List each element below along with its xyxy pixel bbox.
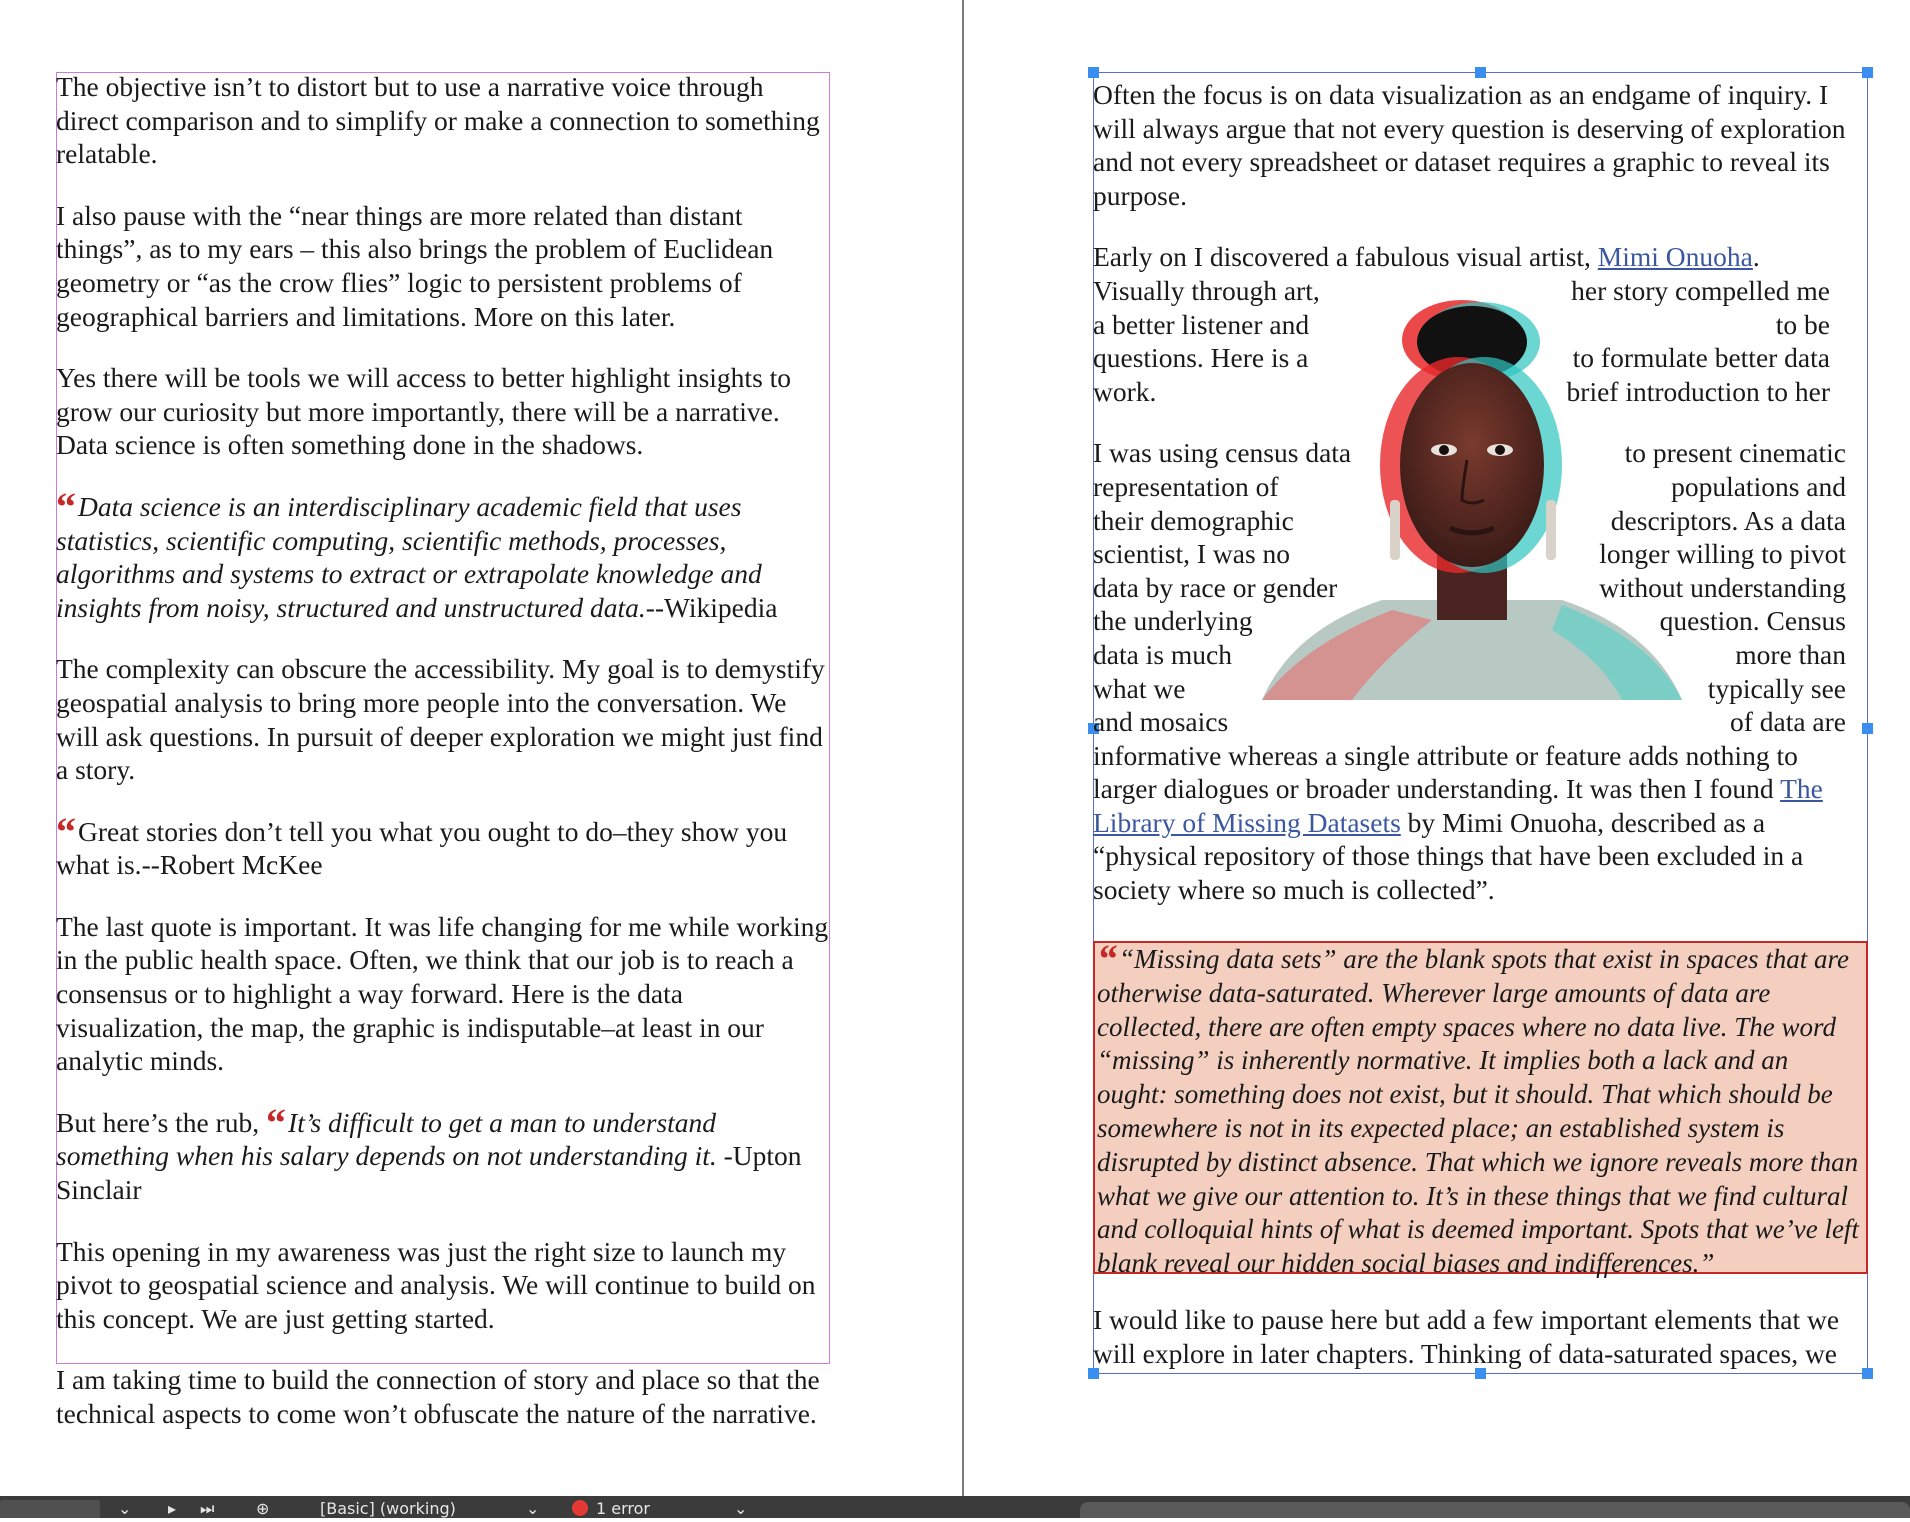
chevron-down-icon[interactable]: ⌄ (118, 1499, 132, 1518)
quote-source: --Wikipedia (645, 591, 778, 623)
paragraph: The last quote is important. It was life changing for me while working in the public health space. Often, we think that our job is to reach a consensus or to highlight a way forward. Here is the data visualization, the map, the graphic is indisputable–at least in our analytic minds. (56, 910, 829, 1077)
wrap-line: their demographic (1093, 504, 1294, 536)
wrap-line: representation of (1093, 470, 1279, 502)
quote-text: Great stories don’t tell you what you ought to do–they show you what is. (56, 815, 788, 881)
last-page-icon[interactable]: ⏭ (200, 1499, 215, 1518)
wrap-line: of data are (1729, 706, 1846, 738)
wrap-line: typically see (1707, 672, 1846, 704)
wrap-line: a better listener and (1093, 308, 1310, 340)
link-mimi-onuoha[interactable]: Mimi Onuoha (1597, 241, 1753, 273)
wrap-line: and mosaics (1093, 706, 1229, 738)
paragraph: I also pause with the “near things are more related than distant things”, as to my ears – this also brings the problem of Euclidean geometry or “as the crow flies” logic to persistent problems of geographical barriers and limitations. More on this later. (56, 199, 774, 332)
wrap-line: more than (1735, 638, 1846, 670)
horizontal-scrollbar[interactable] (1080, 1502, 1910, 1518)
paragraph-lead: But here’s the rub, (56, 1106, 267, 1138)
page-spine (962, 0, 964, 1496)
error-count: 1 error (596, 1499, 650, 1518)
paragraph: The complexity can obscure the accessibility. My goal is to demystify geospatial analysis to bring more people into the conversation. We will ask questions. In pursuit of deeper exploration we might just find a story. (56, 653, 825, 786)
wrap-line: question. Census (1659, 605, 1846, 637)
portrait-image[interactable] (1262, 300, 1682, 700)
wrap-line: Visually through art, (1093, 274, 1320, 306)
paragraph-lead: Early on I discovered a fabulous visual artist, (1093, 241, 1598, 273)
paragraph: This opening in my awareness was just the right size to launch my pivot to geospatial science and analysis. We will continue to build on this concept. We are just getting started. (56, 1235, 816, 1334)
error-dot-icon (572, 1500, 588, 1516)
wrap-line: work. (1093, 375, 1157, 407)
wrap-line: descriptors. As a data (1610, 504, 1846, 536)
wrap-line: longer willing to pivot (1599, 538, 1846, 570)
resize-handle-top-middle[interactable] (1475, 67, 1486, 78)
preflight-profile[interactable]: [Basic] (working) (320, 1499, 456, 1518)
wrap-line: data is much (1093, 638, 1232, 670)
quote-mark-icon: “ (56, 483, 76, 529)
wrap-line: the underlying (1093, 605, 1253, 637)
paragraph: The objective isn’t to distort but to use a narrative voice through direct comparison and to simplify or make a connection to something relatable. (56, 71, 820, 170)
pull-quote-box[interactable] (1093, 936, 1868, 1279)
quote-mark-icon: “ (1097, 936, 1117, 981)
error-indicator[interactable] (572, 1496, 650, 1518)
wrap-line: I was using census data (1093, 437, 1352, 469)
quote-mark-icon: “ (266, 1099, 287, 1145)
quote-wikipedia (56, 483, 832, 624)
quote-text: Data science is an interdisciplinary academic field that uses statistics, scientific computing, scientific methods, processes, algorithms and systems to extract or extrapolate knowledge and insights from noisy, structured and unstructured data. (56, 490, 762, 623)
wrap-line: scientist, I was no (1093, 538, 1291, 570)
chevron-down-icon[interactable]: ⌄ (734, 1499, 748, 1518)
wrap-line: without understanding (1599, 571, 1846, 603)
paragraph-end: by Mimi Onuoha, described as a “physical repository of those things that have been excluded in a society where so much is collected”. (1093, 806, 1804, 906)
paragraph-sinclair (56, 1099, 832, 1207)
left-page-text[interactable] (56, 70, 832, 1459)
wrap-line: questions. Here is a (1093, 342, 1309, 374)
quote-mckee (56, 808, 832, 882)
paragraph: Often the focus is on data visualization as an endgame of inquiry. I will always argue that not every question is deserving of exploration and not every spreadsheet or dataset requires a graphic to reveal its purpose. (1093, 79, 1846, 211)
wrap-line: brief introduction to her (1566, 375, 1830, 407)
pull-quote-text: “Missing data sets” are the blank spots that exist in spaces that are otherwise data-saturated. Wherever large amounts of data are collected, there are often empty spaces where no data live. The word “missing” is inherently normative. It implies both a lack and an ought: something does not exist, but it should. That which should be somewhere is not in its expected place; an established system is disrupted by distinct absence. That which we ignore reveals more than what we give our attention to. It’s in these things that we find cultural and colloquial hints of what is deemed important. Spots that we’ve left blank reveal our hidden social biases and indifferences.” (1097, 944, 1859, 1279)
status-bar (0, 1496, 1910, 1518)
wrap-line: what we (1093, 672, 1186, 704)
zoom-field[interactable] (0, 1500, 100, 1518)
wrap-line: to formulate better data (1572, 342, 1830, 374)
quote-source: --Robert McKee (141, 849, 323, 881)
quote-mark-icon: “ (56, 808, 76, 854)
wrap-line: data by race or gender (1093, 571, 1338, 603)
chevron-down-icon[interactable]: ⌄ (526, 1499, 540, 1518)
paragraph: I would like to pause here but add a few important elements that we will explore in later chapters. Thinking of data-saturated spaces, we (1093, 1304, 1840, 1369)
paragraph-lead: informative whereas a single attribute or feature adds nothing to larger dialogues or broader understanding. It was then I found (1093, 739, 1798, 805)
quote-text: It’s difficult to get a man to understand something when his salary depends on not understanding it. (56, 1106, 717, 1172)
paragraph: I am taking time to build the connection of story and place so that the technical aspects to come won’t obfuscate the nature of the narrative. (56, 1364, 820, 1429)
wrap-line: populations and (1671, 470, 1846, 502)
resize-handle-top-left[interactable] (1088, 67, 1099, 78)
wrap-line: to present cinematic (1624, 437, 1846, 469)
paragraph (1093, 739, 1868, 907)
quote-source: -Upton Sinclair (56, 1140, 802, 1206)
play-icon[interactable]: ▸ (168, 1499, 177, 1518)
resize-handle-top-right[interactable] (1862, 67, 1873, 78)
preflight-icon[interactable]: ⊕ (256, 1499, 270, 1518)
paragraph: Yes there will be tools we will access to better highlight insights to grow our curiosity but more importantly, there will be a narrative. Data science is often something done in the shadows. (56, 362, 792, 461)
paragraph-end: . (1752, 241, 1760, 273)
wrap-line: her story compelled me to be (1571, 274, 1830, 340)
link-library-of-missing-datasets[interactable]: The Library of Missing Datasets (1093, 773, 1823, 838)
